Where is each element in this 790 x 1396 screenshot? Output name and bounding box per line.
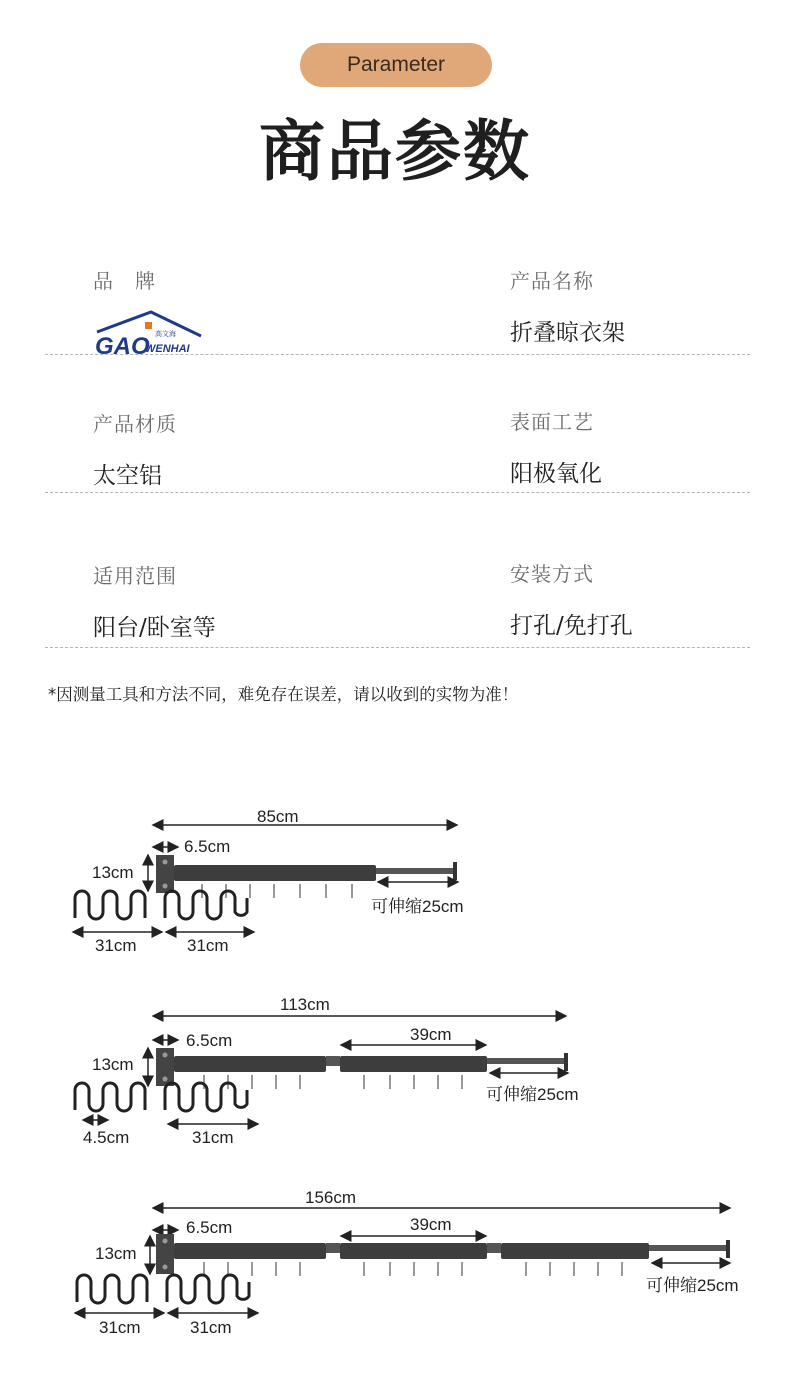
- d3-total-label: 156cm: [305, 1188, 357, 1207]
- divider-2: [45, 492, 750, 493]
- name-value: 折叠晾衣架: [510, 320, 625, 346]
- d3-segment-label: 39cm: [410, 1215, 452, 1234]
- process-label: 表面工艺: [510, 410, 594, 434]
- logo-cn-text: 高文海: [155, 330, 176, 338]
- logo-sub-text: WENHAI: [145, 343, 190, 355]
- d2-retract-label: 可伸缩25cm: [486, 1085, 579, 1104]
- page-title: 商品参数: [259, 113, 531, 190]
- d1-left-width: 31cm: [95, 936, 137, 955]
- scope-label: 适用范围: [93, 564, 177, 588]
- install-label: 安装方式: [510, 562, 594, 586]
- brand-logo-icon: [93, 306, 213, 356]
- divider-1: [45, 354, 750, 355]
- d1-right-width: 31cm: [187, 936, 229, 955]
- material-label: 产品材质: [93, 412, 177, 436]
- d3-right-width: 31cm: [190, 1318, 232, 1337]
- brand-label: 品 牌: [93, 269, 156, 293]
- scope-value: 阳台/卧室等: [93, 615, 216, 641]
- d3-plate-label: 6.5cm: [186, 1218, 233, 1237]
- disclaimer-note: *因测量工具和方法不同，难免存在误差，请以收到的实物为准！: [48, 685, 519, 704]
- d1-plate-label: 6.5cm: [184, 837, 231, 856]
- d1-total-label: 85cm: [257, 807, 299, 826]
- install-cell: [510, 558, 633, 640]
- d2-total-label: 113cm: [280, 995, 330, 1014]
- d2-plate-label: 6.5cm: [186, 1031, 233, 1050]
- parameter-badge: Parameter: [300, 43, 492, 87]
- process-value: 阳极氧化: [510, 461, 602, 487]
- d1-retract-label: 可伸缩25cm: [371, 897, 464, 916]
- logo-main-text: GAO: [95, 333, 150, 356]
- d3-left-width: 31cm: [99, 1318, 141, 1337]
- d2-left-width: 4.5cm: [83, 1128, 130, 1147]
- material-cell: [93, 408, 177, 490]
- rack-diagram-1: [73, 807, 464, 955]
- rack-diagram-3: [75, 1188, 739, 1337]
- brand-cell: [93, 265, 213, 360]
- d1-height-label: 13cm: [92, 863, 134, 882]
- scope-cell: [93, 560, 216, 642]
- d2-segment-label: 39cm: [410, 1025, 452, 1044]
- d2-height-label: 13cm: [92, 1055, 134, 1074]
- name-label: 产品名称: [510, 269, 594, 293]
- d2-right-width: 31cm: [192, 1128, 234, 1147]
- material-value: 太空铝: [93, 463, 162, 489]
- dimension-diagrams: [0, 780, 790, 1380]
- name-cell: [510, 265, 625, 347]
- rack-diagram-2: [75, 995, 579, 1147]
- process-cell: [510, 406, 602, 488]
- divider-3: [45, 647, 750, 648]
- d3-height-label: 13cm: [95, 1244, 137, 1263]
- d3-retract-label: 可伸缩25cm: [646, 1276, 739, 1295]
- install-value: 打孔/免打孔: [510, 613, 633, 639]
